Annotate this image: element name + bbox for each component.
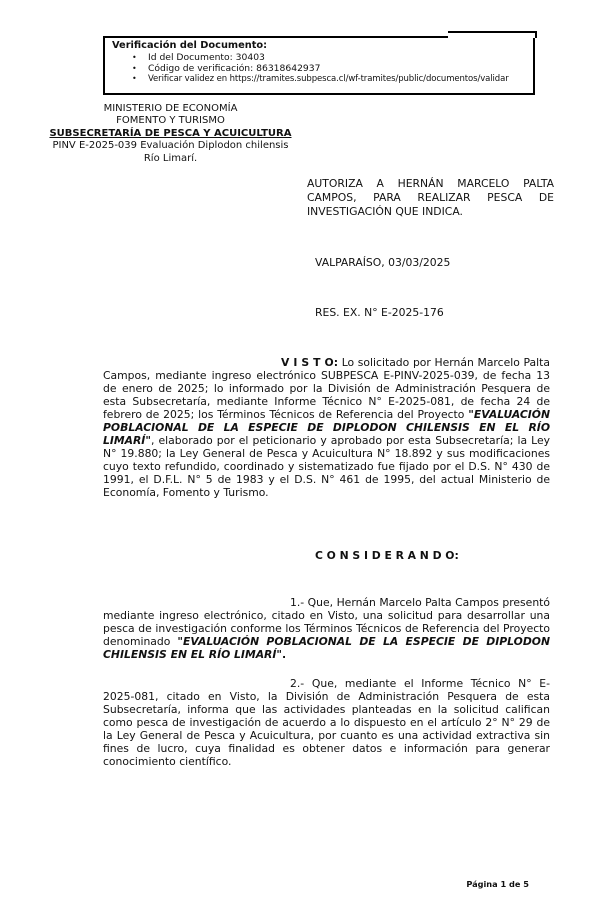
ministry-line1: MINISTERIO DE ECONOMÍA [103, 103, 238, 114]
considerando-item-2: 2.- Que, mediante el Informe Técnico N° E-2025-081, citado en Visto, la División de Administración Pesquera de esta Subsecretaría, informa que las actividades planteadas en la solicitud califican como pesca de investigación de acuerdo a lo dispuesto en el artículo 2° N° 29 de la Ley General de Pesca y Acuicultura, por cuanto es una actividad extractiva sin fines de lucro, cuya finalidad es obtener datos e información para generar conocimiento científico. [103, 677, 550, 768]
visto-label: V I S T O: [281, 356, 339, 369]
item1-project-title: "EVALUACIÓN POBLACIONAL DE LA ESPECIE DE DIPLODON CHILENSIS EN EL RÍO LIMARÍ" [103, 635, 551, 661]
considerando-heading: C O N S I D E R A N D O: [315, 549, 459, 562]
verification-title: Verificación del Documento: [112, 40, 268, 51]
scan-border-artifact [448, 31, 537, 38]
item1-text-post: . [282, 648, 287, 661]
page-number: Página 1 de 5 [466, 879, 529, 889]
visto-paragraph [103, 356, 550, 499]
verification-item-label: Código de verificación: 86318642937 [148, 62, 321, 74]
verification-box [103, 36, 535, 95]
project-ref-line2: Río Limarí. [143, 152, 198, 164]
ministry-line2: FOMENTO Y TURISMO [116, 115, 225, 127]
visto-text-post: , elaborado por el peticionario y aprobado por esta Subsecretaría; la Ley N° 19.880; la Ley General de Pesca y Acuicultura N° 18.892 y sus modificaciones cuyo texto refundido, coordinado y sistematizado fue fijado por el D.S. N° 430 de 1991, el D.F.L. N° 5 de 1983 y el D.S. N° 461 de 1995, del actual Ministerio de Economía, Fomento y Turismo. [103, 434, 550, 499]
letterhead [28, 103, 313, 165]
place-date: VALPARAÍSO, 03/03/2025 [315, 256, 451, 269]
visto-text-pre: Lo solicitado por Hernán Marcelo Palta Campos, mediante ingreso electrónico SUBPESCA E-PINV-2025-039, de fecha 13 de enero de 2025; lo informado por la División de Administración Pesquera de esta Subsecretaría, mediante Informe Técnico N° E-2025-081, de fecha 24 de febrero de 2025; los Términos Técnicos de Referencia del Proyecto [103, 356, 550, 421]
project-ref-line1: PINV E-2025-039 Evaluación Diplodon chilensis [52, 140, 289, 152]
visto-project-title: "EVALUACIÓN POBLACIONAL DE LA ESPECIE DE DIPLODON CHILENSIS EN EL RÍO LIMARÍ" [103, 408, 550, 447]
resolution-subject: AUTORIZA A HERNÁN MARCELO PALTA CAMPOS, PARA REALIZAR PESCA DE INVESTIGACIÓN QUE INDICA. [307, 177, 554, 218]
resolution-number: RES. EX. N° E-2025-176 [315, 306, 444, 319]
bullet-icon: • [132, 63, 137, 73]
considerando-item-1 [103, 596, 550, 661]
bullet-icon: • [132, 53, 137, 63]
bullet-icon: • [132, 74, 137, 84]
item1-text-pre: 1.- Que, Hernán Marcelo Palta Campos presentó mediante ingreso electrónico, citado en Visto, una solicitud para desarrollar una pesca de investigación conforme los Términos Técnicos de Referencia del Proyecto denominado [103, 596, 550, 648]
verification-item-url [112, 74, 529, 84]
verification-item-code [112, 64, 529, 74]
verification-url-text: Verificar validez en https://tramites.subpesca.cl/wf-tramites/public/documentos/validar [148, 74, 509, 85]
subsecretaria-line: SUBSECRETARÍA DE PESCA Y ACUICULTURA [49, 127, 292, 139]
verification-item-label: Id del Documento: 30403 [148, 52, 265, 64]
